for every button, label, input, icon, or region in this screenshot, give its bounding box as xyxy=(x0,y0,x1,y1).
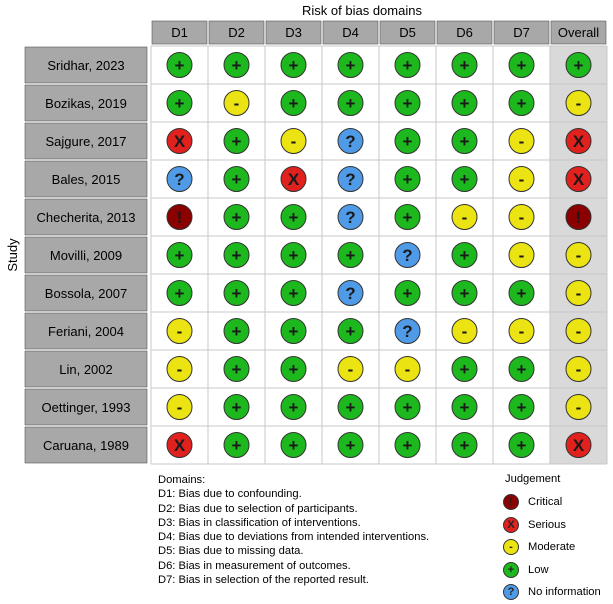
rating-symbol: + xyxy=(288,246,299,265)
rating-symbol: + xyxy=(402,436,413,455)
rating-symbol: X xyxy=(572,132,585,151)
rating-symbol: - xyxy=(404,360,411,379)
rating-symbol: + xyxy=(231,436,242,455)
column-header-label-d4: D4 xyxy=(342,25,359,40)
domain-item-d1: D1: Bias due to confounding. xyxy=(158,488,302,501)
rating-symbol: + xyxy=(231,322,242,341)
rating-symbol: + xyxy=(345,436,356,455)
y-axis-title: Study xyxy=(5,238,20,272)
rating-symbol: - xyxy=(575,284,582,303)
rating-symbol: - xyxy=(518,322,525,341)
rating-symbol: + xyxy=(459,246,470,265)
column-header-label-overall: Overall xyxy=(557,25,600,40)
serious-icon: X xyxy=(503,517,519,533)
column-header-label-d7: D7 xyxy=(513,25,530,40)
rating-symbol: - xyxy=(575,360,582,379)
rating-symbol: + xyxy=(345,398,356,417)
legend-label-low: Low xyxy=(528,563,549,576)
rating-symbol: - xyxy=(575,246,582,265)
rating-symbol: ? xyxy=(402,246,413,265)
rating-symbol: ? xyxy=(345,170,356,189)
legend-item-no-information xyxy=(503,581,601,604)
judgement-legend xyxy=(503,473,601,604)
rating-symbol: ! xyxy=(575,208,582,227)
study-label: Checherita, 2013 xyxy=(36,210,136,225)
rating-symbol: + xyxy=(459,132,470,151)
rating-symbol: + xyxy=(516,284,527,303)
rating-symbol: - xyxy=(518,170,525,189)
judgement-legend-title: Judgement xyxy=(505,473,561,485)
rating-symbol: + xyxy=(174,246,185,265)
rating-symbol: X xyxy=(173,436,186,455)
domains-key-title: Domains: xyxy=(158,474,206,486)
rating-symbol: + xyxy=(345,94,356,113)
rating-symbol: ? xyxy=(174,170,185,189)
study-label: Caruana, 1989 xyxy=(42,438,130,453)
rating-symbol: + xyxy=(288,360,299,379)
rating-symbol: + xyxy=(288,436,299,455)
domains-key xyxy=(158,473,429,587)
rating-symbol: + xyxy=(288,208,299,227)
rating-symbol: + xyxy=(231,132,242,151)
legend-item-moderate xyxy=(503,536,601,559)
rating-symbol: + xyxy=(459,436,470,455)
rating-symbol: + xyxy=(345,322,356,341)
study-label: Oettinger, 1993 xyxy=(41,400,131,415)
rating-symbol: + xyxy=(231,398,242,417)
column-header-label-d1: D1 xyxy=(171,25,188,40)
rating-symbol: + xyxy=(231,284,242,303)
rating-symbol: + xyxy=(231,246,242,265)
moderate-icon: - xyxy=(503,539,519,555)
legend-item-critical xyxy=(503,491,601,514)
low-icon: + xyxy=(503,562,519,578)
column-header-label-d2: D2 xyxy=(228,25,245,40)
rating-symbol: - xyxy=(461,208,468,227)
rating-symbol: X xyxy=(572,170,585,189)
rating-symbol: + xyxy=(459,284,470,303)
domain-item-d5: D5: Bias due to missing data. xyxy=(158,545,304,558)
rating-symbol: - xyxy=(518,246,525,265)
legend-label-no-information: No information xyxy=(528,586,601,599)
legend-label-moderate: Moderate xyxy=(528,541,576,554)
rating-symbol: + xyxy=(459,398,470,417)
rating-symbol: + xyxy=(231,170,242,189)
rating-symbol: + xyxy=(174,284,185,303)
rating-symbol: + xyxy=(345,246,356,265)
rating-symbol: ? xyxy=(345,132,356,151)
rating-symbol: X xyxy=(287,170,300,189)
chart-title: Risk of bias domains xyxy=(302,3,422,18)
rating-symbol: - xyxy=(347,360,354,379)
rating-symbol: + xyxy=(459,170,470,189)
rating-symbol: - xyxy=(176,398,183,417)
study-label: Feriani, 2004 xyxy=(48,324,124,339)
rating-symbol: - xyxy=(518,132,525,151)
rating-symbol: + xyxy=(288,398,299,417)
rating-symbol: - xyxy=(461,322,468,341)
rating-symbol: + xyxy=(288,284,299,303)
rating-symbol: + xyxy=(288,56,299,75)
rating-symbol: + xyxy=(516,436,527,455)
rating-symbol: + xyxy=(288,322,299,341)
domain-item-d4: D4: Bias due to deviations from intended interventions. xyxy=(158,531,430,544)
rating-symbol: + xyxy=(516,398,527,417)
rating-symbol: + xyxy=(402,132,413,151)
rating-symbol: ? xyxy=(345,284,356,303)
legend-item-serious xyxy=(503,514,601,537)
rating-symbol: + xyxy=(231,56,242,75)
rating-symbol: X xyxy=(173,132,186,151)
domain-item-d2: D2: Bias due to selection of participants. xyxy=(158,502,358,515)
rating-symbol: - xyxy=(575,94,582,113)
rating-symbol: + xyxy=(516,360,527,379)
column-header-label-d6: D6 xyxy=(456,25,473,40)
rating-symbol: - xyxy=(575,398,582,417)
column-header-label-d3: D3 xyxy=(285,25,302,40)
study-label: Bossola, 2007 xyxy=(44,286,128,301)
study-label: Sridhar, 2023 xyxy=(47,58,125,73)
rating-symbol: + xyxy=(402,94,413,113)
rating-symbol: + xyxy=(516,94,527,113)
rating-symbol: + xyxy=(231,208,242,227)
rating-symbol: ! xyxy=(176,208,183,227)
rating-symbol: + xyxy=(402,398,413,417)
rating-symbol: + xyxy=(345,56,356,75)
rating-symbol: + xyxy=(459,56,470,75)
study-label: Bales, 2015 xyxy=(51,172,121,187)
rating-symbol: ? xyxy=(345,208,356,227)
rating-symbol: - xyxy=(176,322,183,341)
legend-label-serious: Serious xyxy=(528,518,566,531)
rating-symbol: + xyxy=(459,94,470,113)
rating-symbol: - xyxy=(176,360,183,379)
rating-symbol: + xyxy=(288,94,299,113)
rating-symbol: + xyxy=(402,208,413,227)
legend-item-low xyxy=(503,559,601,582)
rating-symbol: + xyxy=(459,360,470,379)
domain-item-d7: D7: Bias in selection of the reported result. xyxy=(158,574,369,587)
rating-symbol: X xyxy=(572,436,585,455)
column-header-label-d5: D5 xyxy=(399,25,416,40)
critical-icon: ! xyxy=(503,494,519,510)
study-label: Bozikas, 2019 xyxy=(45,96,127,111)
study-label: Lin, 2002 xyxy=(59,362,113,377)
study-label: Movilli, 2009 xyxy=(49,248,123,263)
rating-symbol: + xyxy=(402,170,413,189)
domain-item-d6: D6: Bias in measurement of outcomes. xyxy=(158,559,351,572)
legend-label-critical: Critical xyxy=(528,496,563,509)
no-information-icon: ? xyxy=(503,584,519,600)
rating-symbol: + xyxy=(174,56,185,75)
rating-symbol: - xyxy=(575,322,582,341)
rating-symbol: + xyxy=(402,56,413,75)
rating-symbol: + xyxy=(402,284,413,303)
rating-symbol: + xyxy=(573,56,584,75)
rating-symbol: - xyxy=(290,132,297,151)
rating-symbol: + xyxy=(231,360,242,379)
rating-symbol: ? xyxy=(402,322,413,341)
rating-symbol: + xyxy=(174,94,185,113)
domain-item-d3: D3: Bias in classification of interventions. xyxy=(158,516,361,529)
study-label: Sajgure, 2017 xyxy=(45,134,127,149)
rating-symbol: - xyxy=(518,208,525,227)
rating-symbol: + xyxy=(516,56,527,75)
rating-symbol: - xyxy=(233,94,240,113)
